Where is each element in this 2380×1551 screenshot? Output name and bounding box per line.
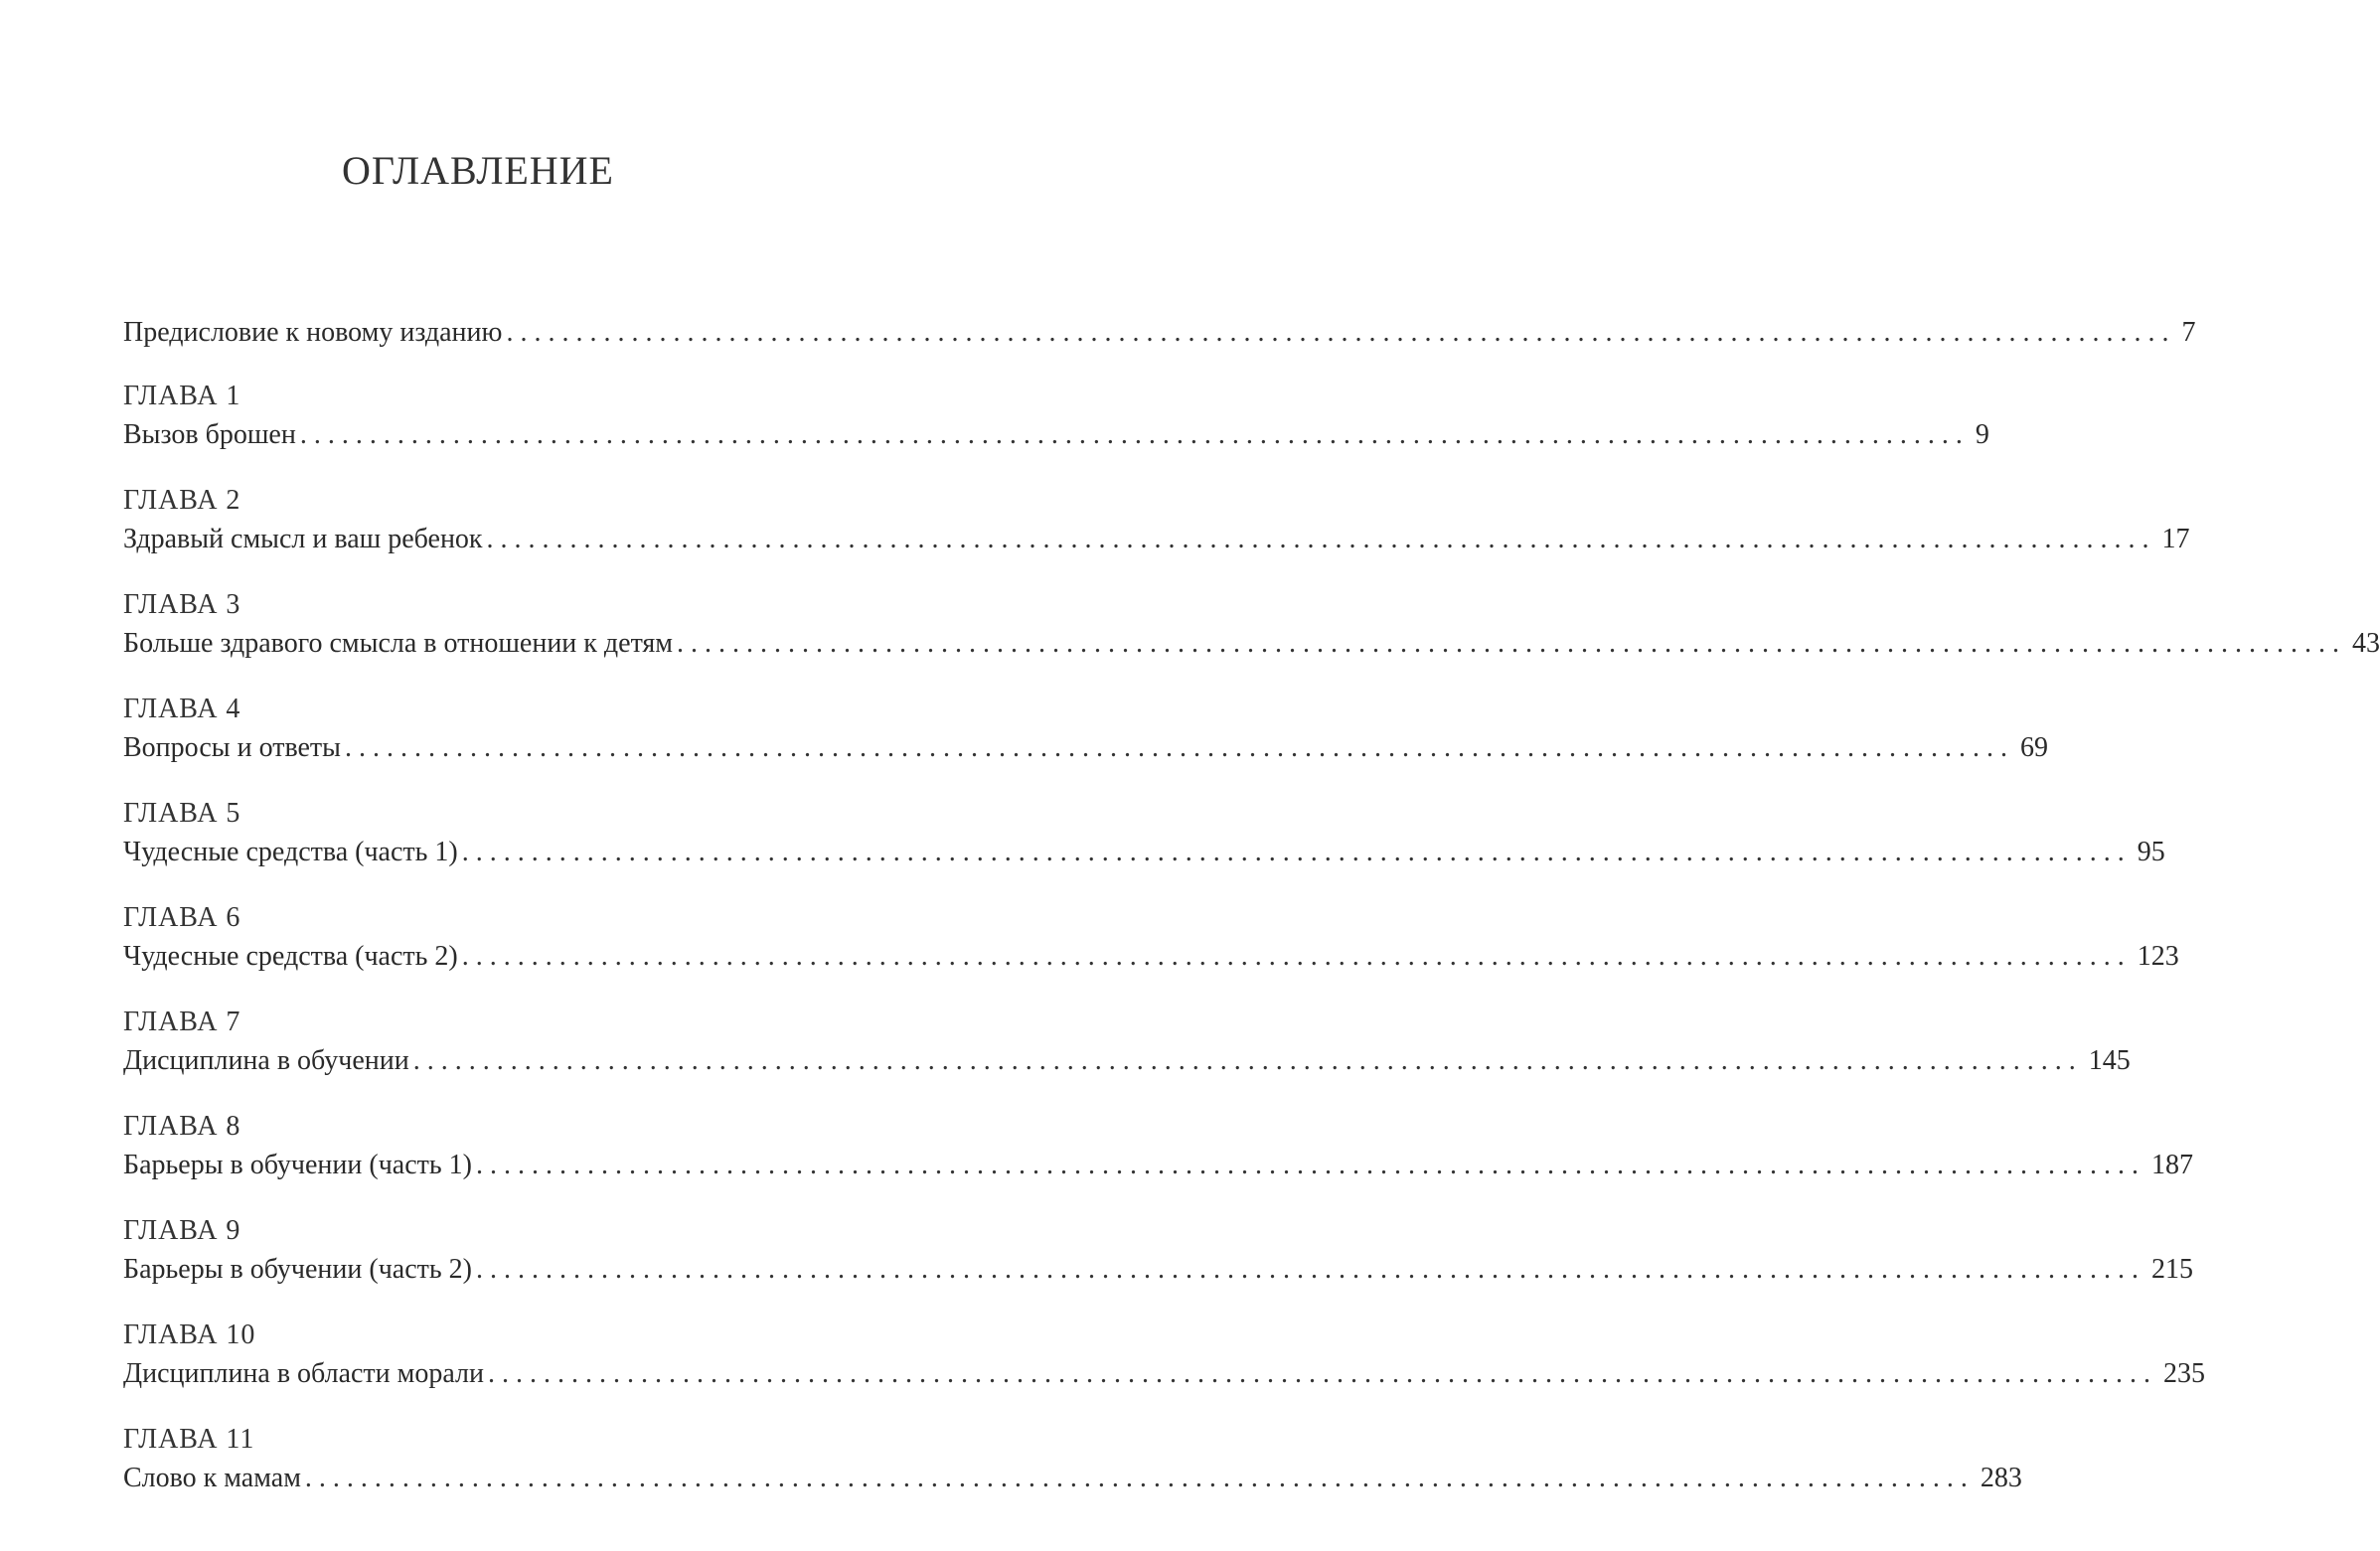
chapter-label: ГЛАВА 1	[123, 381, 241, 411]
toc-entry	[123, 1250, 2193, 1290]
entry-page: 9	[1975, 419, 1989, 450]
toc-entry	[123, 520, 2190, 559]
entry-title: Чудесные средства (часть 1)	[123, 837, 458, 867]
entry-page: 7	[2181, 317, 2196, 348]
entry-title: Барьеры в обучении (часть 2)	[123, 1254, 472, 1285]
entry-page: 187	[2150, 1150, 2193, 1180]
dot-leader: ........................................................................................................................	[461, 941, 2132, 972]
entry-page: 43	[2352, 628, 2380, 659]
entry-page: 17	[2161, 524, 2190, 554]
toc-chapter	[123, 1004, 2131, 1081]
dot-leader: ........................................................................................................................	[677, 628, 2347, 659]
toc-chapter	[123, 1317, 2206, 1394]
entry-page: 145	[2088, 1045, 2131, 1076]
entry-title: Барьеры в обучении (часть 1)	[123, 1150, 472, 1180]
entry-title: Дисциплина в области морали	[123, 1358, 485, 1389]
chapter-label: ГЛАВА 5	[123, 798, 241, 829]
toc-entry	[123, 1354, 2206, 1394]
entry-title: Чудесные средства (часть 2)	[123, 941, 458, 972]
dot-leader: ........................................................................................................................	[506, 317, 2176, 348]
dot-leader: ........................................................................................................................	[304, 1463, 1975, 1493]
entry-title: Слово к мамам	[123, 1463, 301, 1493]
toc-chapter	[123, 899, 2179, 977]
entry-title: Предисловие к новому изданию	[123, 317, 503, 348]
toc-chapter	[123, 1212, 2193, 1290]
toc-chapter	[123, 378, 1989, 455]
toc-entry	[123, 415, 1989, 455]
toc-entry	[123, 313, 2196, 353]
chapter-label: ГЛАВА 2	[123, 485, 241, 516]
table-of-contents	[123, 313, 2380, 1525]
toc-chapter	[123, 1108, 2193, 1185]
dot-leader: ........................................................................................................................	[486, 524, 2156, 554]
toc-chapter	[123, 1421, 2022, 1498]
entry-title: Вызов брошен	[123, 419, 296, 450]
toc-entry	[123, 728, 2048, 768]
entry-page: 123	[2137, 941, 2179, 972]
toc-preface	[123, 313, 2196, 353]
entry-page: 69	[2019, 732, 2048, 763]
toc-entry	[123, 833, 2165, 872]
chapter-label: ГЛАВА 11	[123, 1424, 255, 1455]
chapter-label: ГЛАВА 4	[123, 694, 241, 724]
entry-page: 235	[2163, 1358, 2206, 1389]
dot-leader: ........................................................................................................................	[461, 837, 2132, 867]
toc-chapter	[123, 586, 2380, 664]
dot-leader: ........................................................................................................................	[488, 1358, 2158, 1389]
entry-page: 283	[1980, 1463, 2022, 1493]
dot-leader: ........................................................................................................................	[299, 419, 1970, 450]
dot-leader: ........................................................................................................................	[344, 732, 2014, 763]
toc-entry	[123, 1146, 2193, 1185]
chapter-label: ГЛАВА 10	[123, 1319, 256, 1350]
entry-title: Дисциплина в обучении	[123, 1045, 409, 1076]
entry-title: Здравый смысл и ваш ребенок	[123, 524, 483, 554]
chapter-label: ГЛАВА 3	[123, 589, 241, 620]
entry-page: 215	[2150, 1254, 2193, 1285]
dot-leader: ........................................................................................................................	[475, 1254, 2145, 1285]
page-title: ОГЛАВЛЕНИЕ	[342, 148, 614, 193]
entry-title: Вопросы и ответы	[123, 732, 341, 763]
dot-leader: ........................................................................................................................	[412, 1045, 2083, 1076]
toc-entry	[123, 624, 2380, 664]
toc-chapter	[123, 691, 2048, 768]
entry-title: Больше здравого смысла в отношении к детям	[123, 628, 674, 659]
chapter-label: ГЛАВА 6	[123, 902, 241, 933]
toc-entry	[123, 1041, 2131, 1081]
toc-entry	[123, 937, 2179, 977]
chapter-label: ГЛАВА 9	[123, 1215, 241, 1246]
toc-chapter	[123, 482, 2190, 559]
dot-leader: ........................................................................................................................	[475, 1150, 2145, 1180]
chapter-label: ГЛАВА 7	[123, 1007, 241, 1037]
entry-page: 95	[2137, 837, 2165, 867]
chapter-label: ГЛАВА 8	[123, 1111, 241, 1142]
toc-entry	[123, 1459, 2022, 1498]
toc-chapter	[123, 795, 2165, 872]
